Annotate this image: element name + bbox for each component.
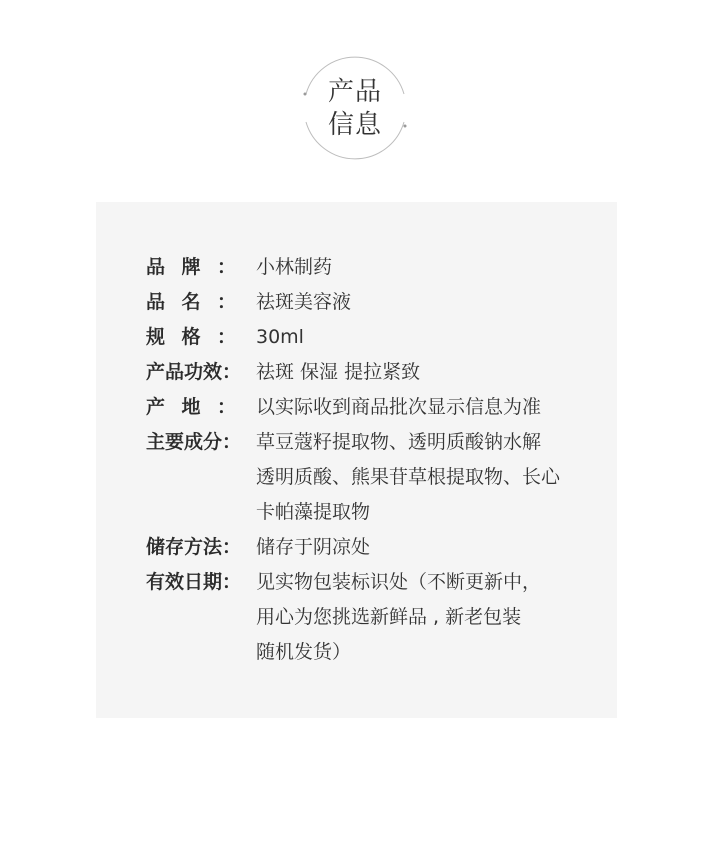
info-row-expiry — [146, 565, 616, 670]
info-row-ingredients — [146, 425, 616, 530]
info-value: 祛斑 保湿 提拉紧致 — [256, 361, 421, 383]
info-label: 储存方法： — [146, 536, 242, 558]
info-value: 祛斑美容液 — [256, 291, 352, 313]
title-line-2: 信息 — [327, 110, 382, 140]
info-label: 规格： — [146, 326, 236, 348]
info-value: 以实际收到商品批次显示信息为准 — [256, 396, 542, 418]
info-label: 产地： — [146, 396, 236, 418]
info-value: 草豆蔻籽提取物、透明质酸钠水解 透明质酸、熊果苷草根提取物、长心 卡帕藻提取物 — [256, 431, 561, 523]
info-list — [146, 250, 616, 670]
info-row-effect — [146, 355, 616, 390]
product-info-title-badge — [303, 54, 407, 162]
info-value: 见实物包装标识处（不断更新中， 用心为您挑选新鲜品 , 新老包装 随机发货） — [256, 571, 542, 663]
info-value: 储存于阴凉处 — [256, 536, 371, 558]
info-label: 产品功效： — [146, 361, 242, 383]
info-row-storage — [146, 530, 616, 565]
info-label: 主要成分： — [146, 431, 242, 453]
info-row-spec — [146, 320, 616, 355]
info-row-brand — [146, 250, 616, 285]
info-label: 品名： — [146, 291, 236, 313]
info-row-name — [146, 285, 616, 320]
title-line-1: 产品 — [327, 77, 382, 107]
info-value: 小林制药 — [256, 256, 333, 278]
info-label: 有效日期： — [146, 571, 242, 593]
info-label: 品牌： — [146, 256, 236, 278]
info-value: 30ml — [256, 326, 304, 348]
page-title — [303, 76, 407, 142]
info-row-origin — [146, 390, 616, 425]
